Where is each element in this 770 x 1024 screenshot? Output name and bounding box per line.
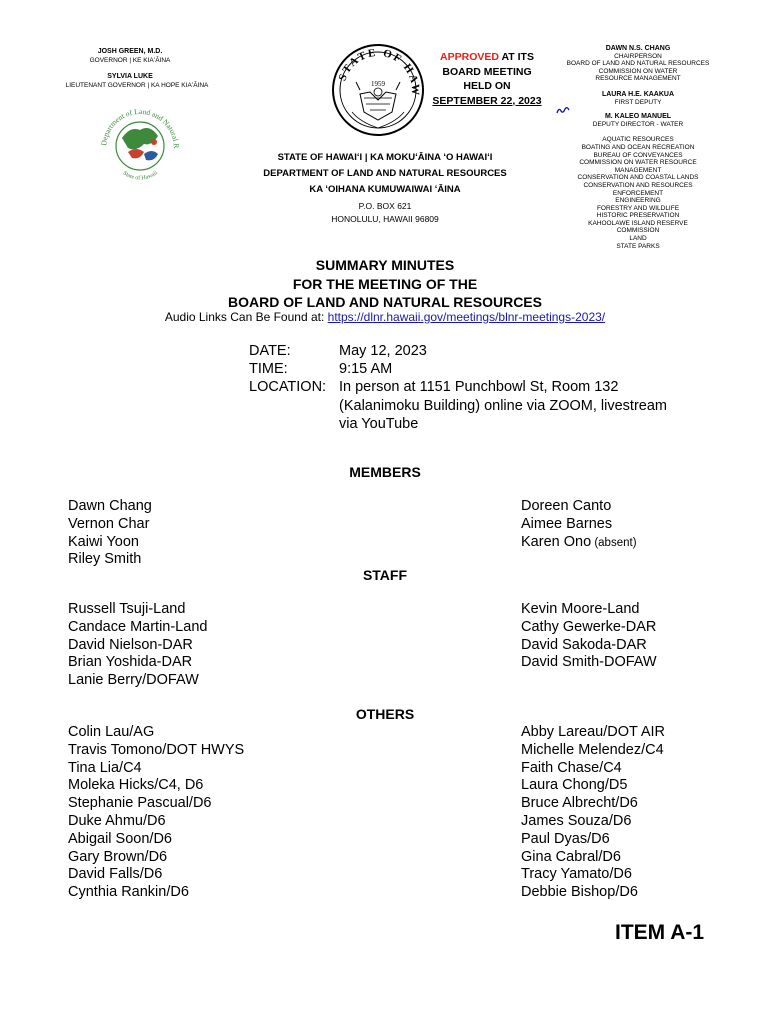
audio-links <box>0 310 770 325</box>
division-item: LAND <box>629 235 647 243</box>
division-item: HISTORIC PRESERVATION <box>596 212 680 220</box>
staff-right-list <box>521 601 657 672</box>
other-name: Cynthia Rankin/D6 <box>68 884 189 901</box>
other-name: Gary Brown/D6 <box>68 848 168 865</box>
lt-governor-title: LIEUTENANT GOVERNOR | KA HOPE KIAʻĀINA <box>65 82 209 89</box>
division-item: KAHOOLAWE ISLAND RESERVE COMMISSION <box>588 219 688 235</box>
members-left-list <box>68 498 152 569</box>
other-name: James Souza/D6 <box>521 812 632 829</box>
logo-text-bottom: State of Hawaii <box>121 170 159 182</box>
approval-line1: AT ITS <box>498 51 534 63</box>
audio-link[interactable]: https://dlnr.hawaii.gov/meetings/blnr-meetings-2023/ <box>327 310 606 324</box>
approval-line3: HELD ON <box>463 80 511 92</box>
location-label: LOCATION: <box>249 379 327 396</box>
agency-line2: DEPARTMENT OF LAND AND NATURAL RESOURCES <box>263 168 507 179</box>
member-name: Karen Ono <box>521 533 592 550</box>
item-label: ITEM A-1 <box>615 921 705 944</box>
other-name: Faith Chase/C4 <box>521 759 622 776</box>
member-name: Aimee Barnes <box>521 515 613 532</box>
approval-line4: SEPTEMBER 22, 2023 <box>432 94 542 107</box>
staff-name: David Smith-DOFAW <box>521 654 657 671</box>
location-line3: via YouTube <box>339 415 419 432</box>
dlnr-logo <box>92 96 188 192</box>
approved-label: APPROVED <box>440 51 499 63</box>
other-name: Bruce Albrecht/D6 <box>521 795 638 812</box>
staff-name: Russell Tsuji-Land <box>68 601 186 617</box>
staff-name: Cathy Gewerke-DAR <box>521 618 657 635</box>
member-name: Dawn Chang <box>68 498 152 514</box>
staff-name: Candace Martin-Land <box>68 618 208 635</box>
chair-title3: COMMISSION ON WATER RESOURCE MANAGEMENT <box>595 67 681 83</box>
division-item: COMMISSION ON WATER RESOURCE MANAGEMENT <box>579 159 697 174</box>
chair-title1: CHAIRPERSON <box>614 52 662 60</box>
staff-left-list <box>68 601 207 690</box>
agency-city: HONOLULU, HAWAII 96809 <box>331 214 439 224</box>
audio-label: Audio Links Can Be Found at: <box>164 310 328 324</box>
others-heading: OTHERS <box>355 706 415 722</box>
water-deputy-title: DEPUTY DIRECTOR - WATER <box>592 120 684 128</box>
location-line2: (Kalanimoku Building) online via ZOOM, livestream <box>339 397 667 414</box>
other-name: Michelle Melendez/C4 <box>521 741 664 758</box>
division-item: BOATING AND OCEAN RECREATION <box>581 143 695 151</box>
date-value: May 12, 2023 <box>339 343 427 359</box>
right-header <box>566 45 710 250</box>
deputy-title: FIRST DEPUTY <box>614 98 662 106</box>
absent-note: (absent) <box>591 536 637 549</box>
division-item: AQUATIC RESOURCES <box>602 136 674 144</box>
logo-text-top: Department of Land and Natural R <box>99 106 182 149</box>
title-line2: FOR THE MEETING OF THE <box>292 275 478 292</box>
staff-name: Brian Yoshida-DAR <box>68 654 193 671</box>
other-name: Paul Dyas/D6 <box>521 830 610 847</box>
staff-name: Lanie Berry/DOFAW <box>68 672 199 689</box>
agency-block <box>225 150 545 226</box>
other-name: Travis Tomono/DOT HWYS <box>68 741 245 758</box>
divisions-list <box>566 136 710 250</box>
other-name: David Falls/D6 <box>68 866 163 883</box>
time-label: TIME: <box>249 361 288 378</box>
water-deputy-name: M. KALEO MANUEL <box>604 113 672 121</box>
agency-line3: KA ʻOIHANA KUMUWAIWAI ʻĀINA <box>309 184 461 195</box>
other-name: Colin Lau/AG <box>68 724 155 740</box>
division-item: STATE PARKS <box>616 242 660 250</box>
other-name: Moleka Hicks/C4, D6 <box>68 777 204 794</box>
other-name: Abby Lareau/DOT AIR <box>521 724 666 740</box>
other-name: Debbie Bishop/D6 <box>521 884 638 901</box>
staff-name: David Nielson-DAR <box>68 636 193 653</box>
staff-name: Kevin Moore-Land <box>521 601 640 617</box>
seal-year: 1959 <box>371 80 385 88</box>
governor-name: JOSH GREEN, M.D. <box>97 48 163 55</box>
state-seal <box>330 42 426 138</box>
division-item: FORESTRY AND WILDLIFE <box>596 204 680 212</box>
approval-line2: BOARD MEETING <box>442 65 532 78</box>
members-right-list <box>521 498 637 552</box>
chair-title2: BOARD OF LAND AND NATURAL RESOURCES <box>566 60 710 68</box>
member-name: Kaiwi Yoon <box>68 533 139 550</box>
title-line1: SUMMARY MINUTES <box>315 257 455 273</box>
agency-pobox: P.O. BOX 621 <box>358 201 412 211</box>
time-value: 9:15 AM <box>339 361 393 378</box>
svg-text:State of Hawaii <box>122 170 160 182</box>
location-line1: In person at 1151 Punchbowl St, Room 132 <box>339 379 619 396</box>
meeting-details <box>249 342 709 433</box>
division-item: CONSERVATION AND RESOURCES ENFORCEMENT <box>583 181 693 197</box>
governor-title: GOVERNOR | KE KIAʻĀINA <box>89 57 171 64</box>
other-name: Abigail Soon/D6 <box>68 830 172 847</box>
division-item: BUREAU OF CONVEYANCES <box>593 151 683 159</box>
others-left-list <box>68 724 244 902</box>
other-name: Tracy Yamato/D6 <box>521 866 632 883</box>
other-name: Laura Chong/D5 <box>521 777 628 794</box>
deputy-name: LAURA H.E. KAAKUA <box>601 90 675 98</box>
other-name: Gina Cabral/D6 <box>521 848 621 865</box>
lt-governor-name: SYLVIA LUKE <box>107 73 153 80</box>
other-name: Duke Ahmu/D6 <box>68 812 166 829</box>
other-name: Tina Lia/C4 <box>68 759 142 776</box>
date-label: DATE: <box>249 343 291 359</box>
others-right-list <box>521 724 665 902</box>
approval-stamp <box>424 50 550 108</box>
title-line3: BOARD OF LAND AND NATURAL RESOURCES <box>228 294 542 310</box>
member-name: Riley Smith <box>68 551 142 568</box>
members-heading: MEMBERS <box>349 464 421 480</box>
staff-heading: STAFF <box>362 567 408 583</box>
staff-name: David Sakoda-DAR <box>521 636 647 653</box>
member-name: Vernon Char <box>68 515 150 532</box>
agency-line1: STATE OF HAWAIʻI | KA MOKUʻĀINA ʻO HAWAIʻI <box>277 152 493 163</box>
division-item: CONSERVATION AND COASTAL LANDS <box>577 174 699 182</box>
seal-text: STATE OF HAW <box>336 46 422 96</box>
chair-name: DAWN N.S. CHANG <box>605 45 671 52</box>
page-title <box>0 256 770 312</box>
other-name: Stephanie Pascual/D6 <box>68 795 212 812</box>
member-name: Doreen Canto <box>521 498 612 514</box>
division-item: ENGINEERING <box>615 197 661 205</box>
